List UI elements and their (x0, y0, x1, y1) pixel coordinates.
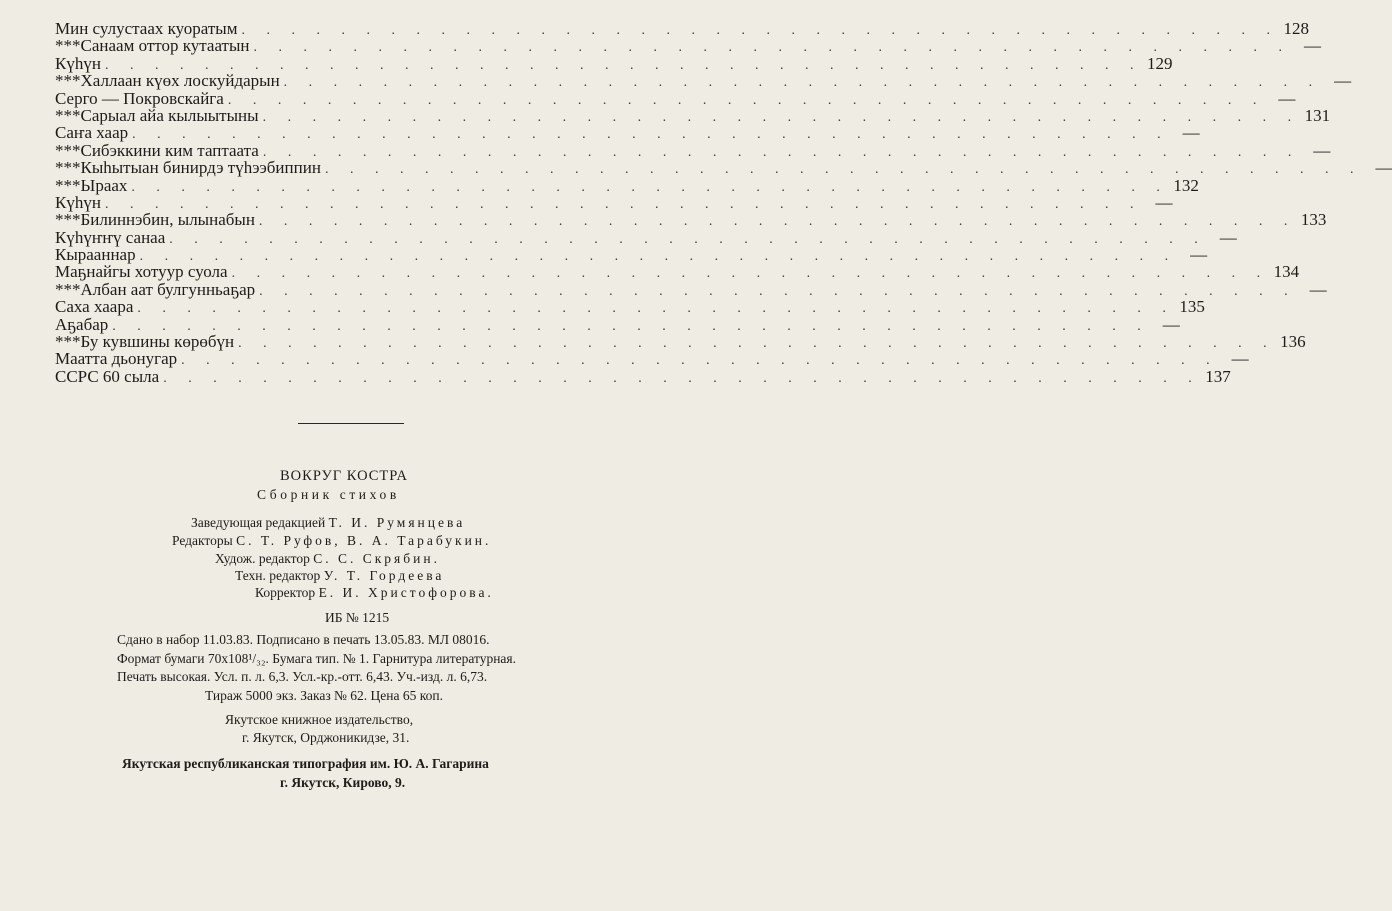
toc-entry-title: ***Бу кувшины көрөбүн (55, 332, 235, 352)
toc-entry (55, 210, 1327, 230)
toc-leader-dots: . . . . . . . . . . . . . . . . . . . . . . . . . . . . . . . . . . . . . . . . . . (238, 336, 1276, 352)
toc-leader-dots: . . . . . . . . . . . . . . . . . . . . . . . . . . . . . . . . . . . . . . . . . . (231, 266, 1270, 282)
toc-entry (55, 53, 1173, 73)
toc-leader-dots: . . . . . . . . . . . . . . . . . . . . . . . . . . . . . . . . . . . . . . . . . . (112, 318, 1150, 334)
toc-entry (55, 349, 1249, 369)
toc-entry-page: — (1278, 88, 1296, 108)
toc-entry (55, 19, 1309, 38)
toc-entry-page: — (1309, 279, 1327, 299)
credit-role: Корректор (255, 585, 316, 600)
credit-line (235, 568, 444, 584)
toc-entry-title: Күһүн (55, 192, 101, 212)
toc-leader-dots: . . . . . . . . . . . . . . . . . . . . . . . . . . . . . . . . . . . . . . . . . . (132, 127, 1170, 143)
toc-entry (55, 105, 1331, 125)
toc-entry-page: 137 (1205, 366, 1231, 386)
credit-names: С. Т. Руфов, В. А. Тарабукин. (236, 533, 492, 548)
toc-entry (55, 332, 1306, 352)
publisher-address: г. Якутск, Орджоникидзе, 31. (242, 730, 410, 745)
toc-entry-page: 129 (1146, 53, 1173, 73)
toc-leader-dots: . . . . . . . . . . . . . . . . . . . . . . . . . . . . . . . . . . . . . . . . . . (262, 109, 1301, 125)
toc-leader-dots: . . . . . . . . . . . . . . . . . . . . . . . . . . . . . . . . . . . . . . . . . . (181, 353, 1219, 369)
toc-entry-page: 128 (1283, 19, 1309, 38)
toc-entry (55, 366, 1231, 386)
toc-entry-page: — (1304, 36, 1321, 56)
print-info-line: Сдано в набор 11.03.83. Подписано в печать 13.05.83. МЛ 08016. (117, 632, 490, 647)
toc-entry-title: Кырааннар (55, 245, 136, 265)
toc-entry-page: 133 (1300, 210, 1327, 230)
toc-entry (55, 123, 1200, 143)
toc-leader-dots: . . . . . . . . . . . . . . . . . . . . . . . . . . . . . . . . . . . . . . . . . . (283, 75, 1322, 91)
toc-entry (55, 175, 1199, 195)
toc-entry-title: ССРС 60 сыла (55, 366, 160, 386)
credit-role: Техн. редактор (235, 568, 321, 583)
toc-entry-page: — (1190, 245, 1208, 265)
toc-entry (55, 227, 1237, 247)
printer-name: Якутская республиканская типография им. Ю. А. Гагарина (122, 756, 489, 771)
credit-role: Редакторы (172, 533, 233, 548)
toc-entry-page: 136 (1280, 332, 1306, 352)
toc-entry-title: Мин сулустаах куоратым (55, 19, 238, 38)
table-of-contents (55, 19, 1392, 386)
toc-entry-title: Саҥа хаар (55, 123, 129, 143)
toc-leader-dots: . . . . . . . . . . . . . . . . . . . . . . . . . . . . . . . . . . . . . . . . . . (259, 283, 1297, 299)
credit-line (191, 515, 465, 531)
toc-entry-page: 135 (1179, 297, 1205, 317)
toc-entry-title: Маатта дьонугар (55, 349, 178, 369)
toc-entry-title: Күһүн (55, 53, 101, 73)
toc-entry-page: 131 (1304, 105, 1331, 125)
print-run-line: Тираж 5000 экз. Заказ № 62. Цена 65 коп. (205, 688, 443, 703)
toc-entry-title: ***Ыраах (55, 175, 128, 195)
toc-entry-title: ***Билиннэбин, ылынабын (55, 210, 255, 230)
credit-names: Т. И. Румянцева (328, 515, 466, 530)
book-subtitle: Сборник стихов (257, 487, 400, 502)
toc-leader-dots: . . . . . . . . . . . . . . . . . . . . . . . . . . . . . . . . . . . . . . . . . . (253, 40, 1291, 56)
print-info-line: Печать высокая. Усл. п. л. 6,3. Усл.-кр.-отт. 6,43. Уч.-изд. л. 6,73. (117, 669, 488, 684)
printer-address: г. Якутск, Кирово, 9. (280, 775, 406, 790)
toc-entry-page: — (1182, 123, 1200, 143)
toc-entry (55, 314, 1180, 334)
toc-leader-dots: . . . . . . . . . . . . . . . . . . . . . . . . . . . . . . . . . . . . . . . . . . (241, 23, 1279, 38)
book-title: ВОКРУГ КОСТРА (280, 468, 408, 484)
toc-entry-page: — (1334, 71, 1352, 91)
toc-entry-title: ***Халлаан күөх лоскуйдарын (55, 71, 280, 91)
toc-entry-page: — (1162, 314, 1180, 334)
credit-line (255, 585, 494, 601)
toc-entry (55, 88, 1296, 108)
toc-entry (55, 297, 1205, 317)
toc-entry (55, 36, 1321, 56)
toc-entry-title: Аҕабар (55, 314, 109, 334)
section-divider (298, 423, 404, 424)
credit-role: Заведующая редакцией (191, 515, 326, 530)
credit-names: У. Т. Гордеева (323, 568, 445, 583)
toc-entry (55, 71, 1352, 91)
toc-entry (55, 245, 1208, 265)
credit-role: Худож. редактор (215, 551, 310, 566)
toc-leader-dots: . . . . . . . . . . . . . . . . . . . . . . . . . . . . . . . . . . . . . . . . . . (131, 179, 1169, 195)
toc-leader-dots: . . . . . . . . . . . . . . . . . . . . . . . . . . . . . . . . . . . . . . . . . . (139, 249, 1178, 265)
credit-names: Е. И. Христофорова. (318, 585, 494, 600)
toc-leader-dots: . . . . . . . . . . . . . . . . . . . . . . . . . . . . . . . . . . . . . . . . . . (104, 57, 1143, 73)
toc-entry (55, 262, 1300, 282)
toc-leader-dots: . . . . . . . . . . . . . . . . . . . . . . . . . . . . . . . . . . . . . . . . . . (324, 162, 1363, 178)
toc-entry (55, 192, 1173, 212)
toc-entry-page: — (1313, 140, 1331, 160)
credit-names: С. С. Скрябин. (313, 551, 440, 566)
toc-leader-dots: . . . . . . . . . . . . . . . . . . . . . . . . . . . . . . . . . . . . . . . . . . (169, 231, 1207, 247)
credit-line (215, 551, 440, 567)
toc-leader-dots: . . . . . . . . . . . . . . . . . . . . . . . . . . . . . . . . . . . . . . . . . . (258, 214, 1297, 230)
toc-entry-title: Күһүҥҥү санаа (55, 227, 166, 247)
toc-entry-page: 134 (1273, 262, 1300, 282)
toc-entry-title: ***Сибэккини ким таптаата (55, 140, 259, 160)
toc-entry-page: 132 (1173, 175, 1199, 195)
toc-entry-page: — (1375, 158, 1392, 178)
toc-entry-title: ***Албан аат булгунньаҕар (55, 279, 256, 299)
toc-entry-page: — (1231, 349, 1249, 369)
credit-line (172, 533, 491, 549)
toc-entry (55, 158, 1392, 178)
toc-entry-title: ***Кыһытыан бинирдэ түһээбиппин (55, 158, 321, 178)
toc-entry (55, 140, 1331, 160)
toc-leader-dots: . . . . . . . . . . . . . . . . . . . . . . . . . . . . . . . . . . . . . . . . . . (137, 301, 1175, 317)
print-info-line: Формат бумаги 70x108¹/₃₂. Бумага тип. № 1. Гарнитура литературная. (117, 651, 517, 666)
toc-entry-page: — (1155, 192, 1173, 212)
ib-number: ИБ № 1215 (325, 610, 390, 625)
toc-leader-dots: . . . . . . . . . . . . . . . . . . . . . . . . . . . . . . . . . . . . . . . . . . (104, 196, 1143, 212)
toc-leader-dots: . . . . . . . . . . . . . . . . . . . . . . . . . . . . . . . . . . . . . . . . . . (163, 370, 1201, 386)
toc-entry-title: Маҕнайгы хотуур суола (55, 262, 228, 282)
toc-leader-dots: . . . . . . . . . . . . . . . . . . . . . . . . . . . . . . . . . . . . . . . . . . (262, 144, 1301, 160)
toc-entry (55, 279, 1327, 299)
toc-entry-title: ***Санаам оттор кутаатын (55, 36, 250, 56)
toc-entry-page: — (1219, 227, 1237, 247)
toc-entry-title: ***Сарыал айа кылыытыны (55, 105, 259, 125)
publisher-name: Якутское книжное издательство, (225, 712, 414, 727)
toc-entry-title: Саха хаара (55, 297, 134, 317)
toc-entry-title: Серго — Покровскайга (55, 88, 224, 108)
toc-leader-dots: . . . . . . . . . . . . . . . . . . . . . . . . . . . . . . . . . . . . . . . . . . (227, 92, 1266, 108)
